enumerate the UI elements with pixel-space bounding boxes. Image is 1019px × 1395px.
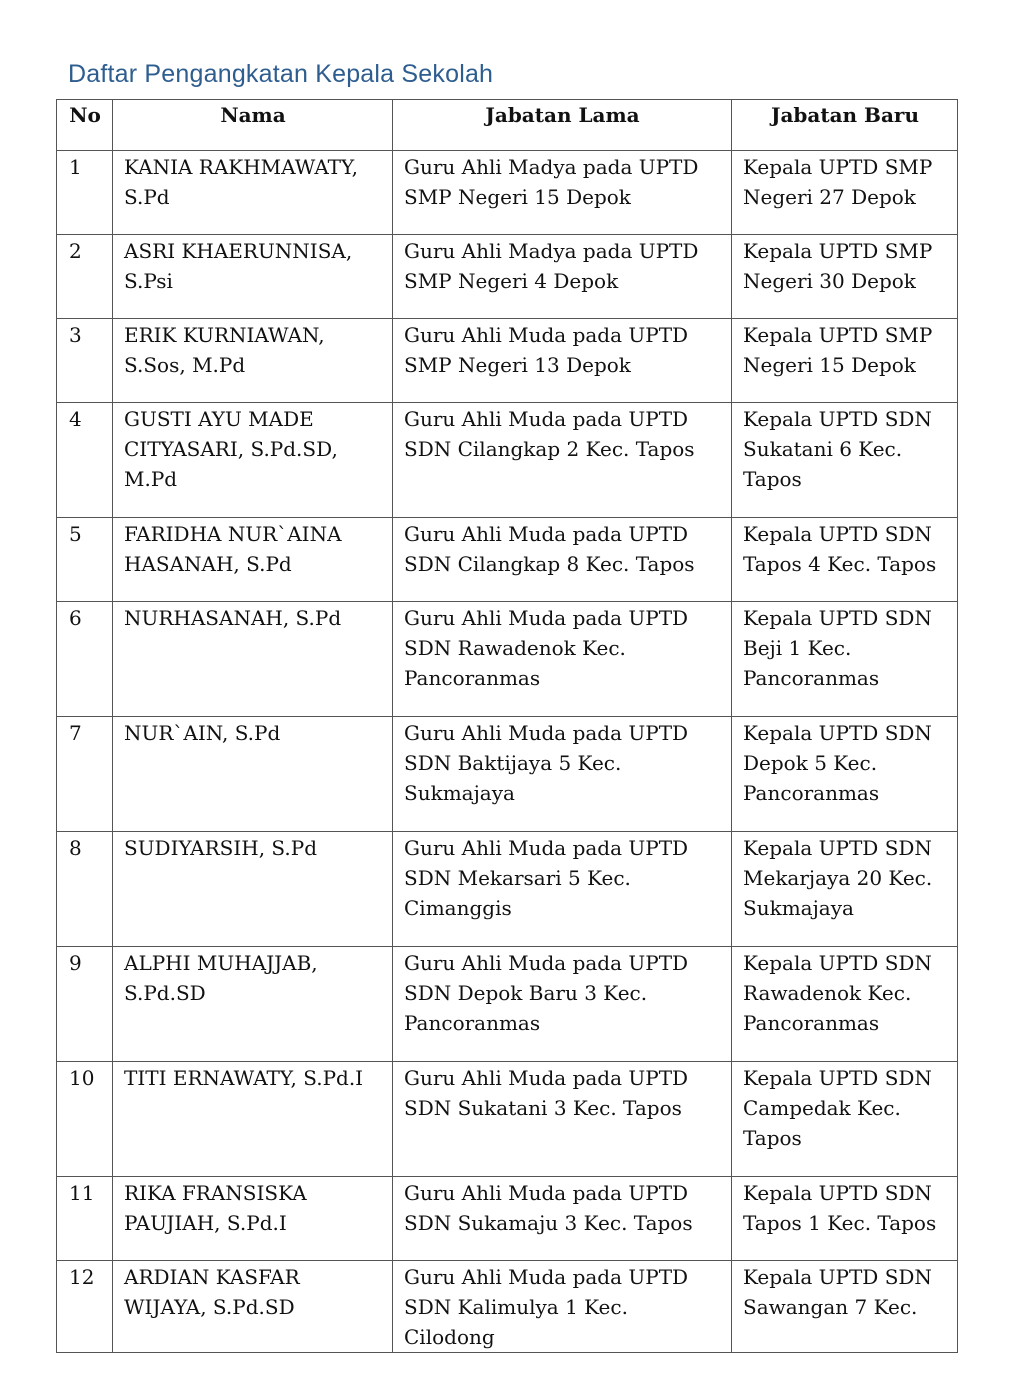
cell-jabatan-lama: Guru Ahli Madya pada UPTD SMP Negeri 4 Depok xyxy=(393,235,732,319)
table-row xyxy=(57,1062,958,1177)
table-row xyxy=(57,403,958,518)
cell-jabatan-baru: Kepala UPTD SDN Tapos 1 Kec. Tapos xyxy=(732,1177,958,1261)
cell-nama: RIKA FRANSISKA PAUJIAH, S.Pd.I xyxy=(113,1177,393,1261)
table-row xyxy=(57,319,958,403)
cell-jabatan-baru: Kepala UPTD SMP Negeri 30 Depok xyxy=(732,235,958,319)
cell-jabatan-lama: Guru Ahli Muda pada UPTD SDN Cilangkap 2 Kec. Tapos xyxy=(393,403,732,518)
cell-jabatan-baru: Kepala UPTD SDN Sukatani 6 Kec. Tapos xyxy=(732,403,958,518)
cell-jabatan-lama: Guru Ahli Muda pada UPTD SDN Kalimulya 1 Kec. Cilodong xyxy=(393,1261,732,1353)
cell-jabatan-lama: Guru Ahli Muda pada UPTD SDN Cilangkap 8 Kec. Tapos xyxy=(393,518,732,602)
table-row xyxy=(57,151,958,235)
cell-jabatan-baru: Kepala UPTD SDN Campedak Kec. Tapos xyxy=(732,1062,958,1177)
table-row xyxy=(57,717,958,832)
cell-no: 11 xyxy=(57,1177,113,1261)
cell-no: 10 xyxy=(57,1062,113,1177)
cell-jabatan-baru: Kepala UPTD SDN Beji 1 Kec. Pancoranmas xyxy=(732,602,958,717)
cell-nama: NUR`AIN, S.Pd xyxy=(113,717,393,832)
cell-jabatan-baru: Kepala UPTD SMP Negeri 27 Depok xyxy=(732,151,958,235)
appointment-table xyxy=(56,99,958,1353)
cell-nama: FARIDHA NUR`AINA HASANAH, S.Pd xyxy=(113,518,393,602)
table-row xyxy=(57,518,958,602)
header-nama: Nama xyxy=(113,100,393,151)
header-jabatan-lama: Jabatan Lama xyxy=(393,100,732,151)
table-header-row xyxy=(57,100,958,151)
cell-jabatan-lama: Guru Ahli Madya pada UPTD SMP Negeri 15 Depok xyxy=(393,151,732,235)
cell-no: 5 xyxy=(57,518,113,602)
cell-no: 3 xyxy=(57,319,113,403)
cell-jabatan-lama: Guru Ahli Muda pada UPTD SDN Sukamaju 3 Kec. Tapos xyxy=(393,1177,732,1261)
cell-jabatan-lama: Guru Ahli Muda pada UPTD SDN Rawadenok Kec. Pancoranmas xyxy=(393,602,732,717)
cell-no: 6 xyxy=(57,602,113,717)
table-row xyxy=(57,1261,958,1353)
table-row xyxy=(57,832,958,947)
cell-nama: GUSTI AYU MADE CITYASARI, S.Pd.SD, M.Pd xyxy=(113,403,393,518)
cell-jabatan-lama: Guru Ahli Muda pada UPTD SDN Baktijaya 5 Kec. Sukmajaya xyxy=(393,717,732,832)
cell-jabatan-baru: Kepala UPTD SDN Mekarjaya 20 Kec. Sukmajaya xyxy=(732,832,958,947)
cell-nama: ALPHI MUHAJJAB, S.Pd.SD xyxy=(113,947,393,1062)
document-title: Daftar Pengangkatan Kepala Sekolah xyxy=(68,60,494,88)
table-row xyxy=(57,235,958,319)
cell-no: 7 xyxy=(57,717,113,832)
cell-no: 2 xyxy=(57,235,113,319)
cell-jabatan-baru: Kepala UPTD SMP Negeri 15 Depok xyxy=(732,319,958,403)
table-row xyxy=(57,947,958,1062)
header-jabatan-baru: Jabatan Baru xyxy=(732,100,958,151)
cell-no: 12 xyxy=(57,1261,113,1353)
table-row xyxy=(57,1177,958,1261)
cell-jabatan-lama: Guru Ahli Muda pada UPTD SDN Depok Baru 3 Kec. Pancoranmas xyxy=(393,947,732,1062)
cell-nama: ASRI KHAERUNNISA, S.Psi xyxy=(113,235,393,319)
cell-jabatan-baru: Kepala UPTD SDN Depok 5 Kec. Pancoranmas xyxy=(732,717,958,832)
cell-nama: NURHASANAH, S.Pd xyxy=(113,602,393,717)
cell-jabatan-lama: Guru Ahli Muda pada UPTD SDN Mekarsari 5 Kec. Cimanggis xyxy=(393,832,732,947)
cell-no: 8 xyxy=(57,832,113,947)
cell-jabatan-lama: Guru Ahli Muda pada UPTD SDN Sukatani 3 Kec. Tapos xyxy=(393,1062,732,1177)
cell-jabatan-baru: Kepala UPTD SDN Tapos 4 Kec. Tapos xyxy=(732,518,958,602)
cell-nama: TITI ERNAWATY, S.Pd.I xyxy=(113,1062,393,1177)
cell-no: 1 xyxy=(57,151,113,235)
cell-jabatan-lama: Guru Ahli Muda pada UPTD SMP Negeri 13 Depok xyxy=(393,319,732,403)
cell-no: 4 xyxy=(57,403,113,518)
cell-jabatan-baru: Kepala UPTD SDN Sawangan 7 Kec. xyxy=(732,1261,958,1353)
cell-nama: SUDIYARSIH, S.Pd xyxy=(113,832,393,947)
cell-nama: ERIK KURNIAWAN, S.Sos, M.Pd xyxy=(113,319,393,403)
cell-jabatan-baru: Kepala UPTD SDN Rawadenok Kec. Pancoranmas xyxy=(732,947,958,1062)
cell-no: 9 xyxy=(57,947,113,1062)
table-row xyxy=(57,602,958,717)
cell-nama: KANIA RAKHMAWATY, S.Pd xyxy=(113,151,393,235)
header-no: No xyxy=(57,100,113,151)
cell-nama: ARDIAN KASFAR WIJAYA, S.Pd.SD xyxy=(113,1261,393,1353)
